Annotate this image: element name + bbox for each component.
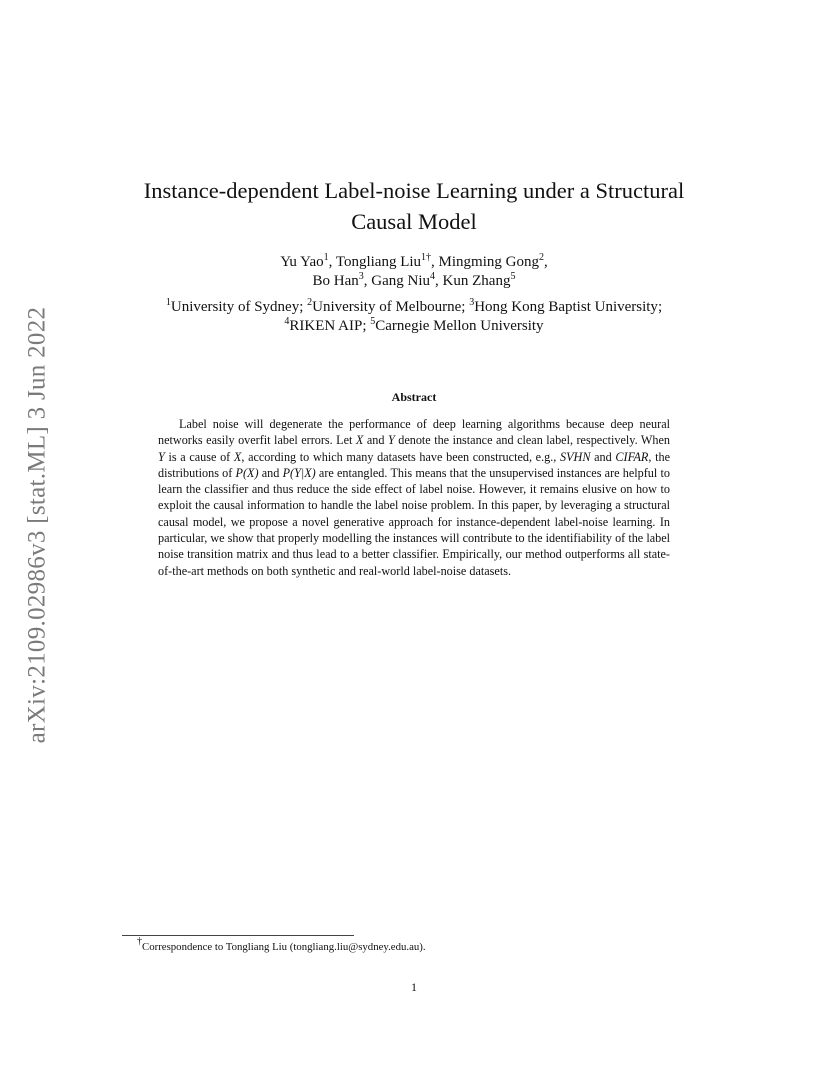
abstract-text: , the distributions of <box>158 449 670 480</box>
abstract-text: , according to which many datasets have been constructed, e.g., <box>241 449 560 464</box>
abstract-text: and <box>590 449 616 464</box>
author-name: Gang Niu <box>371 273 431 289</box>
abstract-text: and <box>363 433 388 448</box>
author-affiliation-mark: 2 <box>538 252 544 263</box>
paper-title <box>100 175 728 237</box>
footnote-text: Correspondence to Tongliang Liu (tongliang.liu@sydney.edu.au). <box>142 941 426 953</box>
affiliation-name: University of Sydney <box>170 299 300 315</box>
author-name: Tongliang Liu <box>335 254 422 270</box>
math-variable: X <box>355 433 364 448</box>
footnote-divider <box>122 935 354 936</box>
math-variable: Y <box>387 433 395 448</box>
dataset-name: CIFAR <box>615 449 649 464</box>
abstract-text: denote the instance and clean label, respectively. When <box>394 433 670 448</box>
abstract-text: and <box>258 465 283 480</box>
author-name: Mingming Gong <box>438 254 539 270</box>
author-affiliation-mark: 3 <box>358 271 364 282</box>
abstract-heading: Abstract <box>391 390 437 404</box>
math-variable: X <box>233 449 242 464</box>
title-line-2: Causal Model <box>351 209 477 234</box>
affiliation-mark: 5 <box>370 316 376 327</box>
author-affiliation-mark: 4 <box>430 271 436 282</box>
footnote <box>122 936 682 954</box>
author-name: Yu Yao <box>280 254 324 270</box>
affiliation-name: Hong Kong Baptist University <box>474 299 658 315</box>
abstract-text: are entangled. This means that the unsupervised instances are helpful to learn the classifier and thus reduce the side effect of label noise. However, it remains elusive on how to exploit the causal information to handle the label noise problem. In this paper, by leveraging a structural causal model, we propose a novel generative approach for instance-dependent label-noise learning. In particular, we show that properly modelling the instances will contribute to the identifiability of the label noise transition matrix and thus lead to a better classifier. Empirically, our method outperforms all state-of-the-art methods on both synthetic and real-world label-noise datasets. <box>158 465 670 578</box>
abstract-text: Label noise will degenerate the performance of deep learning algorithms because deep neural networks easily overfit label errors. Let <box>158 417 670 448</box>
affiliation-mark: 2 <box>307 297 313 308</box>
affiliation-mark: 4 <box>284 316 290 327</box>
math-variable: Y <box>158 449 165 464</box>
affiliation-mark: 3 <box>469 297 475 308</box>
dataset-name: SVHN <box>560 449 591 464</box>
author-affiliation-mark: 5 <box>510 271 516 282</box>
arxiv-identifier-stamp <box>14 290 60 760</box>
page-number: 1 <box>411 980 417 994</box>
affiliation-name: Carnegie Mellon University <box>375 318 544 334</box>
affiliation-name: RIKEN AIP <box>289 318 363 334</box>
affiliation-mark: 1 <box>165 297 171 308</box>
math-expression: P(Y|X) <box>282 465 316 480</box>
author-list: Yu Yao$^1$, Tongliang Liu$^{1\dagger}$, Mingming Gong$^2$, Bo Han$^3$, Gang Niu$^4$, Kun Zhang$^5$ <box>280 252 548 289</box>
math-expression: P(X) <box>235 465 259 480</box>
title-line-1: Instance-dependent Label-noise Learning under a Structural <box>143 178 685 203</box>
author-name: Bo Han <box>312 273 359 289</box>
abstract-text: is a cause of <box>164 449 234 464</box>
author-affiliation-mark: 1 <box>323 252 329 263</box>
arxiv-identifier-text: arXiv:2109.02986v3 [stat.ML] 3 Jun 2022 <box>23 306 51 744</box>
footnote-mark: † <box>137 936 142 947</box>
affiliation-list: $^1$University of Sydney; $^2$University of Melbourne; $^3$Hong Kong Baptist University; $^4$RIKEN AIP; $^5$Carnegie Mellon University <box>165 297 663 334</box>
affiliation-name: University of Melbourne <box>312 299 462 315</box>
author-name: Kun Zhang <box>442 273 511 289</box>
abstract-body <box>158 416 670 579</box>
author-affiliation-mark: 1† <box>421 252 432 263</box>
